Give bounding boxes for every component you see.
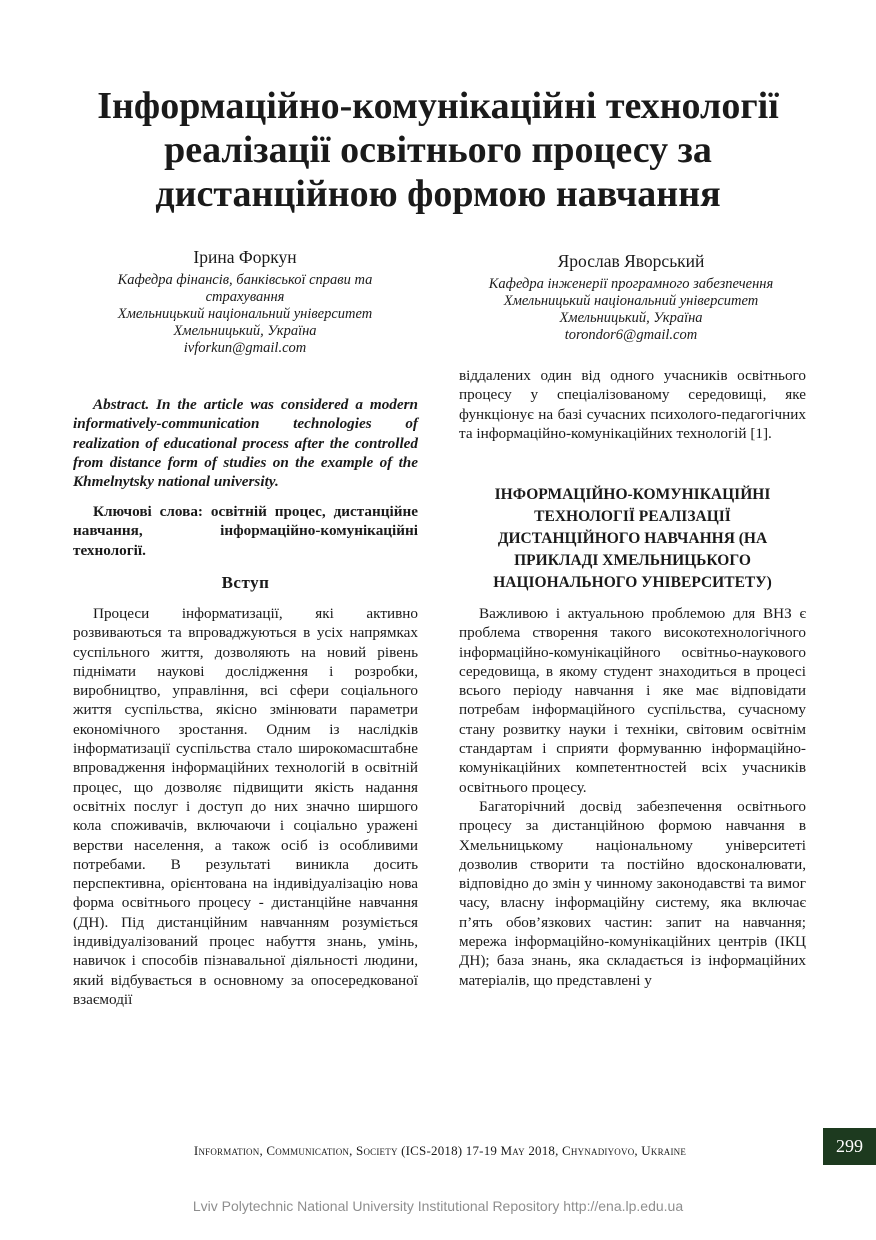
author-name: Ярослав Яворський (557, 251, 705, 271)
title-line: Інформаційно-комунікаційні технології (97, 85, 779, 127)
section-body (459, 604, 806, 990)
author-department-cont: страхування (205, 289, 285, 305)
title-line: реалізації освітнього процесу за (164, 129, 712, 171)
section-heading-line: ТЕХНОЛОГІЇ РЕАЛІЗАЦІЇ (534, 508, 731, 525)
author-email[interactable]: ivforkun@gmail.com (183, 340, 307, 356)
author-university: Хмельницький національний університет (117, 306, 373, 322)
continued-paragraph: віддалених один від одного учасників освітнього процесу у спеціалізованому середовищі, яке функціонує на базі сучасних психолого-педагогічних та інформаційно-комунікаційних технологій [1]. (459, 367, 806, 442)
section-paragraph-1: Важливою і актуальною проблемою для ВНЗ є проблема створення такого високотехнологічного інформаційно-комунікаційного освітньо-наукового середовища, в якому студент знаходиться в процесі всього періоду навчання і яке має відповідати потребам інформаційного суспільства, сучасному стану розвитку науки і техніки, світовим освітнім стандартам і сприяти формуванню інформаційно-комунікаційних компетентностей всіх учасників освітнього процесу. (459, 605, 806, 796)
author-university: Хмельницький національний університет (503, 293, 759, 309)
section-heading-line: ІНФОРМАЦІЙНО-КОМУНІКАЦІЙНІ (494, 486, 771, 503)
section-heading-line: ПРИКЛАДІ ХМЕЛЬНИЦЬКОГО (514, 552, 751, 569)
conference-footer (110, 1143, 770, 1159)
author-email[interactable]: torondor6@gmail.com (564, 327, 698, 343)
author-name: Ірина Форкун (193, 247, 297, 267)
repository-watermark (0, 1198, 876, 1214)
repository-text[interactable]: Lviv Polytechnic National University Institutional Repository http://ena.lp.edu.ua (192, 1198, 684, 1214)
intro-heading (73, 573, 418, 592)
section-heading-line: НАЦІОНАЛЬНОГО УНІВЕРСИТЕТУ) (493, 574, 772, 591)
intro-paragraph: Процеси інформатизації, які активно розвиваються та впроваджуються в усіх напрямках суспільного життя, дозволяють на новий рівень піднімати наукові дослідження і розробки, виробництво, управління, всі сфери соціального життя суспільства, якісно змінювати параметри економічного зростання. Одним із наслідків інформатизації суспільства стало широкомасштабне впровадження інформаційних технологій в освітній процес, що дозволяє підвищити якість надання освітніх послуг і доступ до них значно ширшого кола споживачів, включаючи і соціально уражені верстви населення, а також осіб із особливими потребами. В результаті виникла досить перспективна, орієнтована на індивідуалізацію нова форма освітнього процесу - дистанційне навчання (ДН). Під дистанційним навчанням розуміється індивідуалізований процес набуття знань, умінь, навичок і способів пізнавальної діяльності людини, який відбувається в основному за опосередкованої взаємодії (73, 605, 418, 1008)
intro-heading-text: Вступ (221, 573, 270, 592)
page-number-badge (823, 1128, 876, 1165)
footer-text: Information, Communication, Society (ICS-2018) 17-19 May 2018, Chynadiyovo, Ukraine (193, 1143, 687, 1158)
author-department: Кафедра фінансів, банківської справи та (117, 272, 373, 288)
page-number: 299 (836, 1136, 863, 1156)
paper-title (60, 84, 816, 216)
section-paragraph-2: Багаторічний досвід забезпечення освітнього процесу за дистанційною формою навчання в Хмельницькому національному університеті дозволив створити та постійно вдосконалювати, відповідно до змін у чинному законодавстві та вимог часу, власну інформаційну систему, яка включає п’ять обов’язкових частин: запит на навчання; мережа інформаційно-комунікаційних центрів (ІКЦ ДН); база знань, яка складається із інформаційних матеріалів, що представлені у (459, 797, 806, 989)
section-heading (459, 484, 806, 594)
author-block-1 (70, 246, 420, 357)
section-heading-line: ДИСТАНЦІЙНОГО НАВЧАННЯ (НА (497, 530, 768, 547)
keywords: Ключові слова: освітній процес, дистанційне навчання, інформаційно-комунікаційні технології. (73, 503, 418, 559)
author-block-2 (456, 250, 806, 344)
author-department: Кафедра інженерії програмного забезпечення (488, 276, 774, 292)
author-location: Хмельницький, Україна (173, 323, 317, 339)
abstract: Abstract. In the article was considered a modern informatively-communication technologies of realization of educational process after the controlled from distance form of studies on the example of the Khmelnytsky national university. (73, 396, 418, 491)
author-location: Хмельницький, Україна (559, 310, 703, 326)
title-line: дистанційною формою навчання (155, 173, 721, 215)
